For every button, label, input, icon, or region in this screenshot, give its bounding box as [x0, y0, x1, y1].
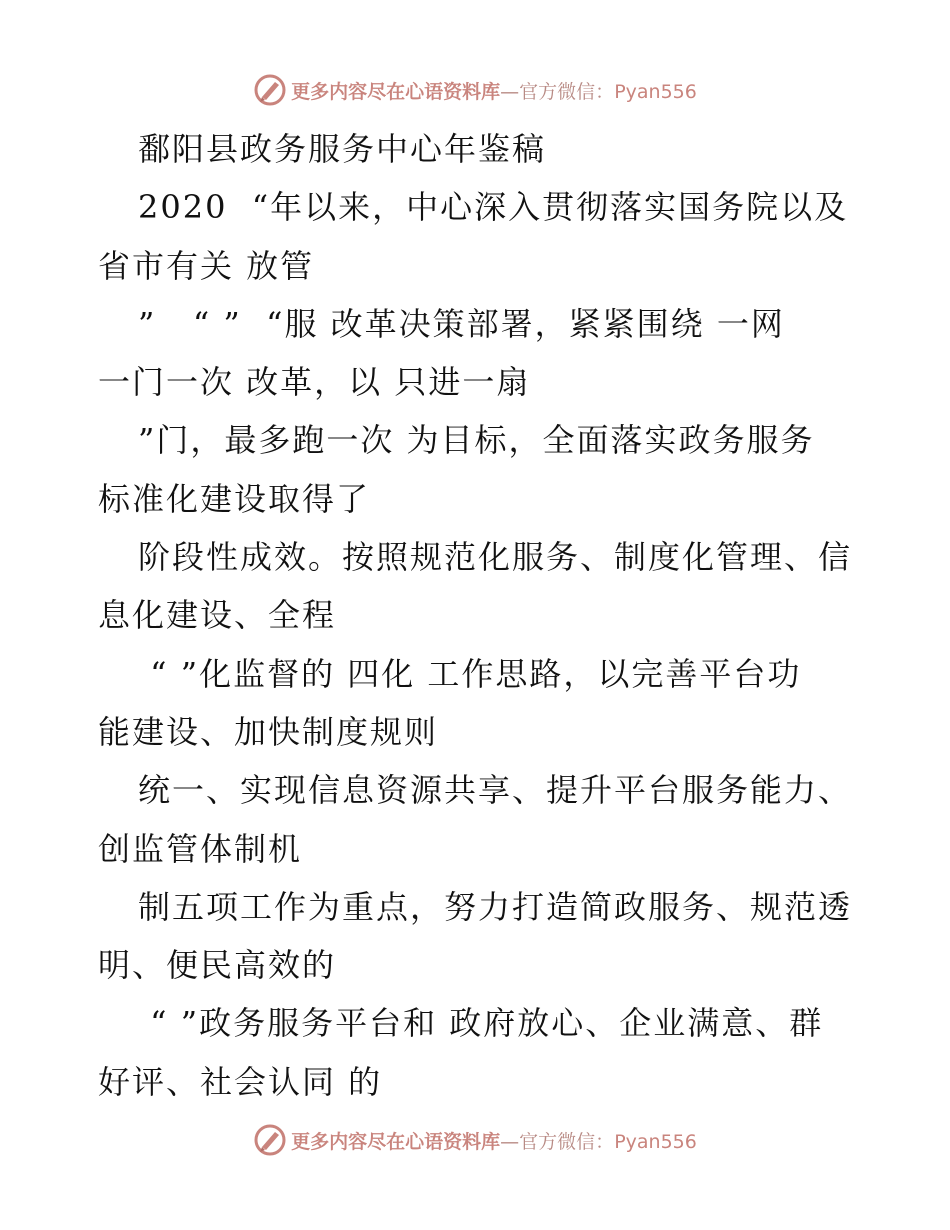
- watermark-official-label: 官方微信：: [519, 1130, 615, 1153]
- text-line: 创监管体制机: [98, 829, 303, 868]
- document-title: 鄱阳县政务服务中心年鉴稿: [138, 130, 547, 168]
- watermark-text: [291, 77, 697, 104]
- pen-logo-icon: [253, 73, 287, 107]
- text-line: 能建设、加快制度规则: [98, 712, 439, 751]
- document-body: [98, 120, 858, 1111]
- footer-watermark-banner: [0, 1120, 950, 1160]
- text-line: “ ”政务服务平台和 政府放心、企业满意、群: [138, 1004, 824, 1043]
- header-watermark-banner: [0, 70, 950, 110]
- text-line: 阶段性成效。按照规范化服务、制度化管理、信: [138, 538, 853, 577]
- text-line: 2020 “年以来，中心深入贯彻落实国务院以及: [138, 188, 849, 227]
- text-line: 制五项工作为重点，努力打造简政服务、规范透: [138, 887, 853, 926]
- watermark-separator: —: [500, 80, 520, 103]
- watermark-main-text: 更多内容尽在心语资料库: [291, 1130, 501, 1153]
- watermark-wechat-id: Pyan556: [614, 1130, 697, 1153]
- watermark-main-text: 更多内容尽在心语资料库: [291, 80, 501, 103]
- text-line: ”门，最多跑一次 为目标，全面落实政务服务: [138, 421, 815, 460]
- text-line: 省市有关 放管: [98, 246, 315, 285]
- text-line: 好评、社会认同 的: [98, 1062, 383, 1101]
- text-line: “ ”化监督的 四化 工作思路，以完善平台功: [138, 654, 802, 693]
- watermark-official-label: 官方微信：: [519, 80, 615, 103]
- watermark-wechat-id: Pyan556: [614, 80, 697, 103]
- watermark-separator: —: [500, 1130, 520, 1153]
- watermark-text: [291, 1127, 697, 1154]
- text-line: 统一、实现信息资源共享、提升平台服务能力、: [138, 771, 853, 810]
- pen-logo-icon: [253, 1123, 287, 1157]
- text-line: ” “ ” “服 改革决策部署，紧紧围绕 一网: [138, 304, 785, 343]
- text-line: 明、便民高效的: [98, 946, 337, 985]
- text-line: 标准化建设取得了: [98, 479, 371, 518]
- text-line: 一门一次 改革，以 只进一扇: [98, 363, 531, 402]
- text-line: 息化建设、全程: [98, 596, 337, 635]
